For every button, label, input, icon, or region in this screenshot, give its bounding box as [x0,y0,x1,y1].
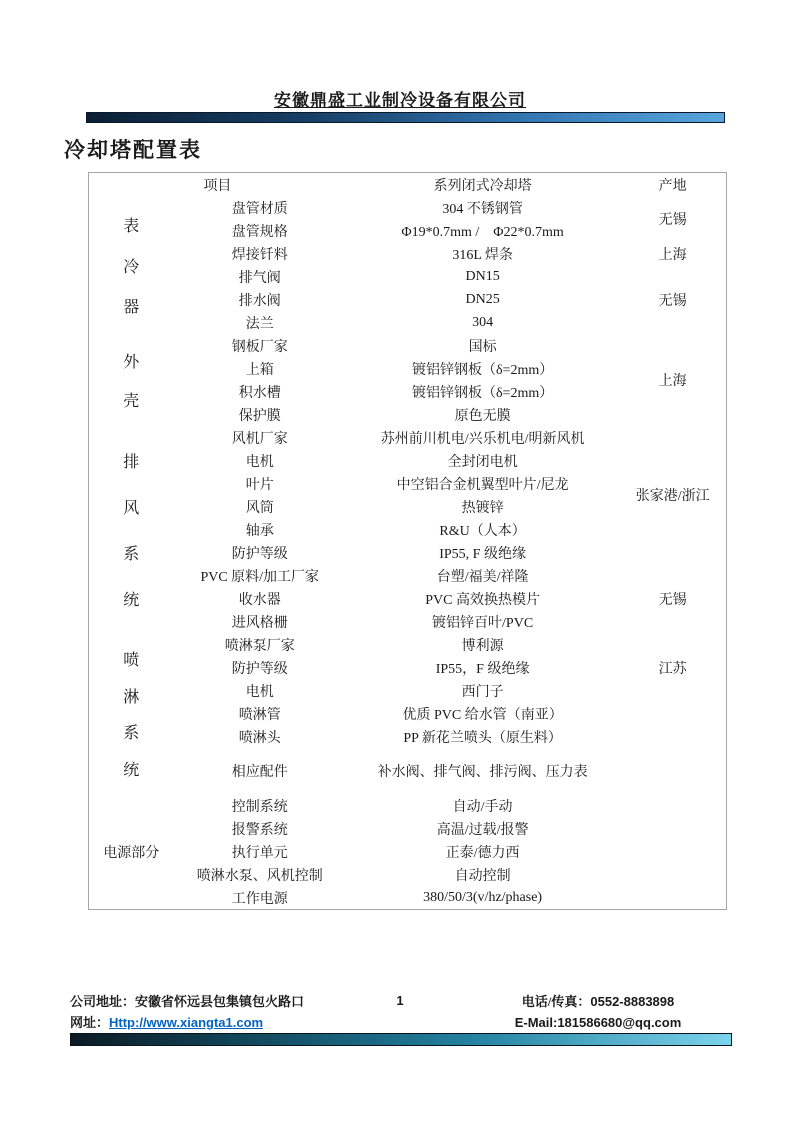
origin-cell: 江苏 [658,661,687,677]
table-row [89,886,727,910]
value-cell: IP55，F 级绝缘 [435,661,530,677]
value-cell: 原色无膜 [454,408,511,424]
table-row [89,426,727,449]
item-cell: 风筒 [245,500,274,516]
table-row [89,817,727,840]
item-cell: 盘管规格 [231,224,288,240]
item-cell: 喷淋水泵、风机控制 [196,868,323,884]
group-label-电源部分: 电源部分 [103,845,160,861]
item-cell: 焊接钎料 [231,247,288,263]
email-text: E-Mail:181586680@qq.com [514,1015,682,1030]
item-cell: 风机厂家 [231,431,288,447]
value-cell: DN15 [465,268,500,284]
origin-cell-empty [619,702,726,725]
item-cell: 积水槽 [238,385,281,401]
origin-cell-empty [619,748,726,794]
item-cell: 电机 [245,684,274,700]
value-cell: 自动控制 [454,868,511,884]
header-accent-bar [86,112,725,123]
website-label: 网址： [70,1015,110,1030]
item-cell: 工作电源 [231,891,288,907]
page-number: 1 [396,993,404,1008]
value-cell: 补水阀、排气阀、排污阀、压力表 [377,765,588,780]
phone-number: 0552-8883898 [590,994,675,1009]
origin-cell: 上海 [658,374,687,389]
value-cell: PP 新花兰喷头（原生料） [403,730,562,746]
item-cell: 盘管材质 [231,201,288,217]
item-cell: 进风格栅 [231,615,288,631]
column-header-origin: 产地 [658,178,687,194]
item-cell: 喷淋泵厂家 [224,638,295,654]
value-cell: 304 不锈钢管 [442,201,523,217]
table-row [89,840,727,863]
value-cell: 国标 [468,339,497,355]
table-row [89,564,727,587]
group-label-排风系统: 排 风 系 统 [123,454,140,609]
table-row [89,265,727,288]
item-cell: 法兰 [245,316,274,332]
value-cell: 自动/手动 [452,799,513,815]
item-cell: 叶片 [245,477,274,493]
column-header-value: 系列闭式冷却塔 [433,178,532,194]
group-label-表冷器: 表 冷 器 [123,218,140,316]
origin-cell: 无锡 [658,293,687,309]
origin-cell: 无锡 [658,213,687,228]
phone-line [498,991,698,1012]
origin-cell: 上海 [658,247,687,263]
origin-cell-empty [619,886,726,910]
value-cell: 优质 PVC 给水管（南亚） [402,707,563,723]
origin-cell-empty [619,794,726,817]
item-cell: 排气阀 [238,270,281,286]
item-cell: 轴承 [245,523,274,539]
item-cell: 排水阀 [238,293,281,309]
item-cell: 电机 [245,454,274,470]
page-title: 冷却塔配置表 [64,138,202,162]
value-cell: 镀铝锌钢板（δ=2mm） [411,362,554,378]
table-row [89,242,727,265]
origin-cell-empty [619,840,726,863]
value-cell: 镀铝锌钢板（δ=2mm） [411,385,554,401]
config-table-body [89,173,727,910]
table-row [89,725,727,748]
item-cell: 保护膜 [238,408,281,424]
value-cell: 316L 焊条 [452,247,513,263]
table-row [89,748,727,794]
column-header-item: 项目 [203,178,232,194]
value-cell: 苏州前川机电/兴乐机电/明新风机 [380,431,585,447]
value-cell: Φ19*0.7mm / Φ22*0.7mm [401,224,564,240]
origin-cell: 张家港/浙江 [635,489,710,504]
value-cell: IP55, F 级绝缘 [439,546,526,562]
table-row [89,334,727,357]
group-label-外壳: 外 壳 [123,354,140,410]
origin-cell-empty [619,863,726,886]
value-cell: PVC 高效换热模片 [425,592,540,608]
item-cell: 收水器 [238,592,281,608]
table-row [89,633,727,656]
value-cell: 304 [472,314,494,330]
value-cell: R&U（人本） [439,523,526,539]
item-cell: PVC 原料/加工厂家 [200,569,320,585]
origin-cell: 无锡 [658,592,687,608]
item-cell: 防护等级 [231,546,288,562]
value-cell: 镀铝锌百叶/PVC [432,615,534,631]
value-cell: 380/50/3(v/hz/phase) [423,889,543,905]
item-cell: 喷淋管 [238,707,281,723]
value-cell: 西门子 [461,684,504,700]
table-row [89,196,727,219]
origin-cell-empty [619,817,726,840]
table-row [89,863,727,886]
item-cell: 钢板厂家 [231,339,288,355]
website-line [70,1012,304,1033]
value-cell: 台塑/福美/祥隆 [436,569,529,585]
value-cell: 中空铝合金机翼型叶片/尼龙 [396,477,569,493]
table-row [89,794,727,817]
website-link[interactable]: Http://www.xiangta1.com [109,1015,264,1030]
value-cell: DN25 [465,291,500,307]
company-name-header: 安徽鼎盛工业制冷设备有限公司 [274,91,526,110]
item-cell: 喷淋头 [238,730,281,746]
footer-left [70,991,304,1033]
item-cell: 相应配件 [231,765,288,780]
group-label-喷淋系统: 喷 淋 系 统 [123,651,140,780]
origin-cell-empty [619,725,726,748]
phone-label: 电话/传真： [521,994,591,1009]
company-address: 公司地址：安徽省怀远县包集镇包火路口 [70,994,305,1009]
footer-right [498,991,698,1033]
footer-accent-bar [70,1033,732,1046]
item-cell: 控制系统 [231,799,288,815]
value-cell: 正泰/德力西 [445,845,520,861]
value-cell: 热镀锌 [461,500,504,516]
value-cell: 全封闭电机 [447,454,518,470]
table-header-row [89,173,727,197]
value-cell: 高温/过载/报警 [436,822,529,838]
config-table [88,172,727,910]
item-cell: 报警系统 [231,822,288,838]
table-row [89,702,727,725]
value-cell: 博利源 [461,638,504,654]
item-cell: 上箱 [245,362,274,378]
item-cell: 防护等级 [231,661,288,677]
item-cell: 执行单元 [231,845,288,861]
